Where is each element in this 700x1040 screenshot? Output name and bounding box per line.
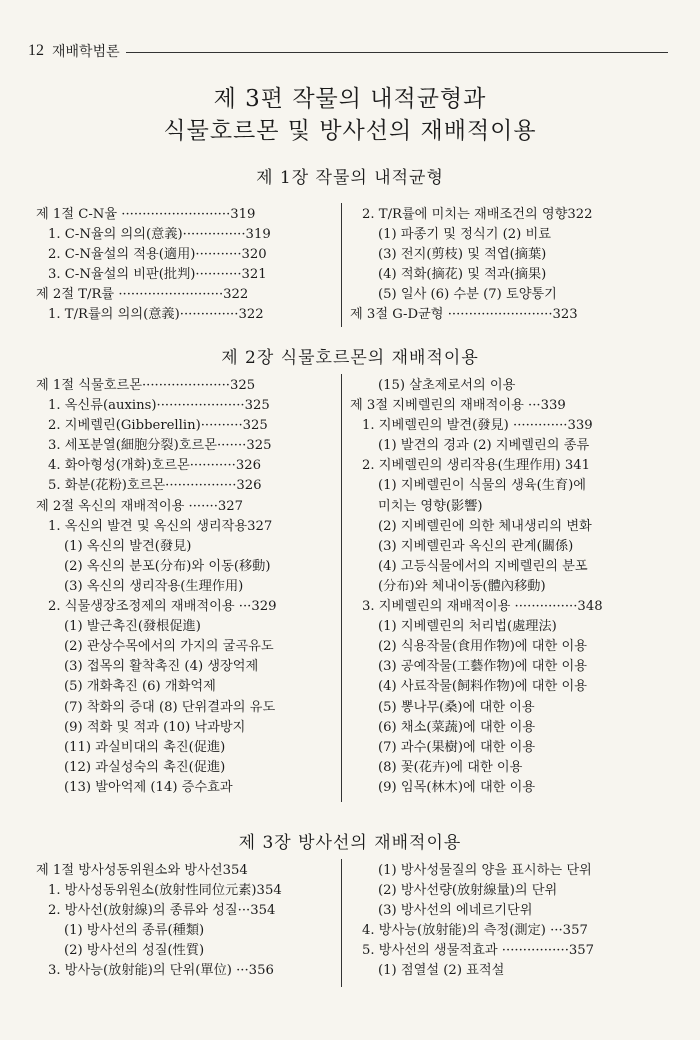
toc-item-entry: 2. 지베렐린의 생리작용(生理作用) 341 <box>362 458 591 474</box>
toc-item-entry: 5. 화분(花粉)호르몬·················326 <box>48 478 262 494</box>
toc-subitem-entry: 미치는 영향(影響) <box>378 498 483 514</box>
running-header <box>28 40 668 62</box>
toc-subitem-entry: (1) 발근촉진(發根促進) <box>64 619 201 635</box>
toc-item-entry: 1. 지베렐린의 발견(發見) ·············339 <box>362 418 593 434</box>
toc-subitem-entry: (9) 임목(林木)에 대한 이용 <box>378 779 536 795</box>
toc-subitem-entry: (3) 공예작물(工藝作物)에 대한 이용 <box>378 659 587 675</box>
toc-subitem-entry: (1) 방사선의 종류(種類) <box>64 923 205 939</box>
chapter-2-right-column <box>350 376 670 798</box>
toc-subitem-entry: (9) 적화 및 적과 (10) 낙과방지 <box>64 719 246 735</box>
toc-item-entry: 1. C-N율의 의의(意義)···············319 <box>48 227 271 243</box>
toc-subitem-entry: (6) 채소(菜蔬)에 대한 이용 <box>378 719 536 735</box>
header-rule <box>126 52 668 53</box>
chapter-2-title: 제 2장 식물호르몬의 재배적이용 <box>221 348 479 368</box>
toc-item-entry: 1. T/R률의 의의(意義)··············322 <box>48 307 264 323</box>
chapter-2-left-column <box>36 376 336 798</box>
toc-section-entry: 제 3절 G-D균형 ·························323 <box>350 307 578 323</box>
toc-item-entry: 1. 옥신의 발견 및 옥신의 생리작용327 <box>48 518 273 534</box>
toc-subitem-entry: (1) 파종기 및 정식기 (2) 비료 <box>378 227 551 243</box>
toc-item-entry: 2. T/R률에 미치는 재배조건의 영향322 <box>362 207 593 222</box>
toc-item-entry: 4. 화아형성(개화)호르몬···········326 <box>48 458 261 474</box>
chapter-2-column-divider <box>341 374 342 802</box>
toc-section-entry: 제 1절 C-N율 ··························319 <box>36 207 256 222</box>
toc-item-entry: 3. 방사능(放射能)의 단위(單位) ···356 <box>48 963 274 979</box>
toc-subitem-entry: (7) 과수(果樹)에 대한 이용 <box>378 739 536 755</box>
chapter-3-right-column <box>350 861 670 982</box>
toc-subitem-entry: (1) 발견의 경과 (2) 지베렐린의 종류 <box>378 438 590 454</box>
toc-item-entry: 2. 지베렐린(Gibberellin)··········325 <box>48 418 268 434</box>
part-title-line1: 제 3편 작물의 내적균형과 <box>213 86 487 112</box>
toc-subitem-entry: (11) 과실비대의 촉진(促進) <box>64 739 226 755</box>
toc-item-entry: 5. 방사선의 생물적효과 ················357 <box>362 943 595 959</box>
toc-subitem-entry: (3) 전지(剪枝) 및 적엽(摘葉) <box>378 247 547 263</box>
toc-subitem-entry: (1) 지베렐린의 처리법(處理法) <box>378 619 557 635</box>
toc-item-entry: 3. C-N율설의 비판(批判)···········321 <box>48 267 267 283</box>
toc-subitem-entry: (4) 적화(摘花) 및 적과(摘果) <box>378 267 547 283</box>
toc-subitem-entry: (3) 접목의 활착촉진 (4) 생장억제 <box>64 659 259 675</box>
toc-subitem-entry: (8) 꽃(花卉)에 대한 이용 <box>378 759 523 775</box>
toc-subitem-entry: (分布)와 체내이동(體內移動) <box>378 578 546 594</box>
toc-section-entry: 제 2절 T/R률 ·························322 <box>36 287 249 303</box>
toc-subitem-entry: (1) 옥신의 발견(發見) <box>64 538 192 554</box>
toc-section-entry: 제 1절 방사성동위원소와 방사선354 <box>36 863 248 878</box>
toc-subitem-entry: (13) 발아억제 (14) 증수효과 <box>64 779 233 795</box>
chapter-3-title: 제 3장 방사선의 재배적이용 <box>238 833 462 853</box>
toc-subitem-entry: (2) 방사선의 성질(性質) <box>64 943 205 959</box>
toc-section-entry: 제 3절 지베렐린의 재배적이용 ···339 <box>350 398 566 414</box>
toc-subitem-entry: (5) 일사 (6) 수분 (7) 토양통기 <box>378 287 557 303</box>
toc-subitem-entry: (2) 방사선량(放射線量)의 단위 <box>378 883 558 899</box>
toc-subitem-entry: (5) 뽕나무(桑)에 대한 이용 <box>378 699 535 715</box>
toc-section-entry: 제 2절 옥신의 재배적이용 ·······327 <box>36 498 244 514</box>
toc-subitem-entry: (1) 지베렐린이 식물의 생육(生育)에 <box>378 478 587 494</box>
toc-item-entry: 1. 방사성동위원소(放射性同位元素)354 <box>48 883 282 899</box>
book-title: 재배학범론 <box>52 44 120 60</box>
toc-subitem-entry: (1) 점열설 (2) 표적설 <box>378 963 505 979</box>
toc-section-entry: 제 1절 식물호르몬·····················325 <box>36 378 256 393</box>
toc-subitem-entry: (2) 식용작물(食用作物)에 대한 이용 <box>378 639 587 655</box>
chapter-3-column-divider <box>341 859 342 987</box>
chapter-1-right-column <box>350 205 670 326</box>
toc-subitem-entry: (3) 방사선의 에네르기단위 <box>378 903 533 919</box>
toc-item-entry: 1. 옥신류(auxins)·····················325 <box>48 398 270 414</box>
toc-subitem-entry: (3) 지베렐린과 옥신의 관계(關係) <box>378 538 574 554</box>
toc-item-entry: 2. C-N율설의 적용(適用)···········320 <box>48 247 267 263</box>
chapter-3-left-column <box>36 861 336 982</box>
toc-subitem-entry: (1) 방사성물질의 양을 표시하는 단위 <box>378 863 592 878</box>
toc-subitem-entry: (15) 살초제로서의 이용 <box>378 378 516 393</box>
toc-subitem-entry: (12) 과실성숙의 촉진(促進) <box>64 759 226 775</box>
toc-subitem-entry: (3) 옥신의 생리작용(生理作用) <box>64 578 244 594</box>
toc-subitem-entry: (2) 지베렐린에 의한 체내생리의 변화 <box>378 518 592 534</box>
toc-subitem-entry: (4) 고등식물에서의 지베렐린의 분포 <box>378 558 588 574</box>
toc-item-entry: 2. 식물생장조정제의 재배적이용 ···329 <box>48 599 277 615</box>
toc-item-entry: 4. 방사능(放射能)의 측정(測定) ···357 <box>362 923 588 939</box>
page-number: 12 <box>28 42 44 59</box>
toc-subitem-entry: (2) 옥신의 분포(分布)와 이동(移動) <box>64 558 271 574</box>
chapter-1-column-divider <box>341 203 342 327</box>
toc-subitem-entry: (4) 사료작물(飼料作物)에 대한 이용 <box>378 679 587 695</box>
toc-item-entry: 3. 세포분열(細胞分裂)호르몬·······325 <box>48 438 272 454</box>
toc-subitem-entry: (5) 개화촉진 (6) 개화억제 <box>64 679 216 695</box>
chapter-1-title: 제 1장 작물의 내적균형 <box>256 168 444 188</box>
toc-subitem-entry: (2) 관상수목에서의 가지의 굴곡유도 <box>64 639 274 655</box>
part-title-line2: 식물호르몬 및 방사선의 재배적이용 <box>163 118 537 144</box>
chapter-1-left-column <box>36 205 336 326</box>
toc-item-entry: 3. 지베렐린의 재배적이용 ···············348 <box>362 599 603 615</box>
toc-subitem-entry: (7) 착화의 증대 (8) 단위결과의 유도 <box>64 699 276 715</box>
toc-item-entry: 2. 방사선(放射線)의 종류와 성질···354 <box>48 903 276 919</box>
